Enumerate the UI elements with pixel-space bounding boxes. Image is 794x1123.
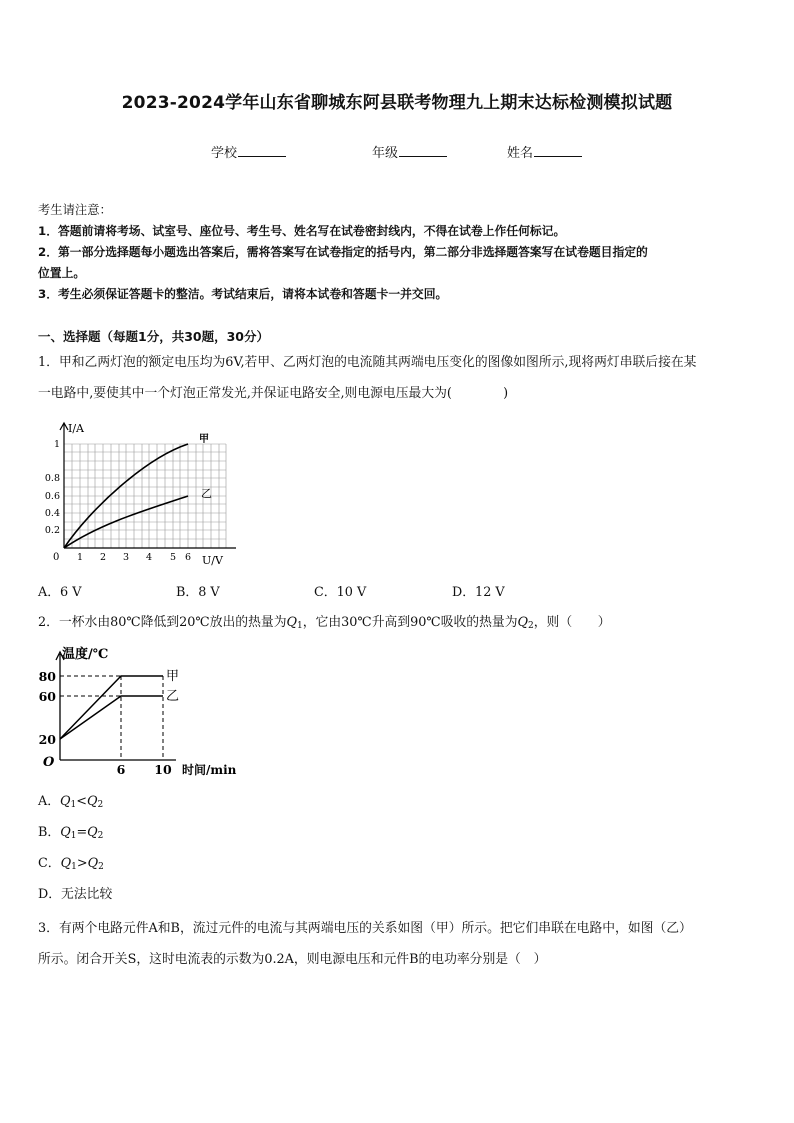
q2-y-axis-label: 温度/℃ — [62, 647, 109, 662]
notice-item-1: 1．答题前请将考场、试室号、座位号、考生号、姓名写在试卷密封线内，不得在试卷上作任何标记。 — [38, 224, 566, 238]
q2-subscript: 2 — [528, 621, 534, 631]
q1-origin-label: 0 — [53, 552, 60, 563]
q2-subscript: 2 — [98, 862, 104, 872]
q1-subscript: 1 — [71, 862, 77, 872]
page-title: 2023-2024学年山东省聊城东阿县联考物理九上期末达标检测模拟试题 — [121, 93, 673, 113]
q2-option-a — [38, 790, 103, 810]
q2-option-c-relation: > — [76, 856, 88, 871]
question-2 — [38, 607, 760, 642]
q1-x-tick: 6 — [184, 552, 192, 563]
name-label: 姓名 — [507, 146, 534, 161]
q1-y-tick: 0.8 — [44, 473, 60, 484]
question-2-text-c: ，则（ ） — [533, 615, 611, 630]
question-2-text-a: 2．一杯水由80℃降低到20℃放出的热量为 — [38, 615, 287, 630]
question-2-text-b: ，它由30℃升高到90℃吸收的热量为 — [302, 615, 518, 630]
q2-y-ticks — [39, 669, 57, 747]
grade-blank — [399, 144, 447, 157]
q1-subscript: 1 — [70, 831, 77, 841]
notice-heading: 考生请注意： — [38, 203, 112, 217]
q1-curve-yi-label: 乙 — [201, 487, 212, 500]
q1-x-tick: 2 — [99, 552, 107, 563]
q1-curve-jia-label: 甲 — [199, 434, 209, 445]
name-blank — [534, 144, 582, 157]
q1-option-a: A．6 V — [38, 585, 82, 600]
q1-option-c: C．10 V — [314, 585, 367, 600]
q2-option-d: D．无法比较 — [38, 887, 113, 902]
question-3-line-1: 3．有两个电路元件A和B，流过元件的电流与其两端电压的关系如图（甲）所示。把它们串联在电路中，如图（乙） — [38, 921, 692, 936]
q1-y-tick: 0.4 — [44, 508, 60, 519]
question-3 — [38, 913, 760, 975]
q1-x-tick: 4 — [145, 552, 153, 563]
q2-symbol: Q — [87, 825, 98, 840]
section-heading: 一、选择题（每题1分，共30题，30分） — [38, 329, 269, 344]
q2-origin-label: O — [43, 755, 55, 770]
q2-y-tick: 60 — [38, 689, 56, 704]
school-blank — [238, 144, 286, 157]
q1-subscript: 1 — [297, 621, 303, 631]
q1-y-tick: 0.6 — [44, 491, 60, 502]
q2-symbol: Q — [87, 794, 98, 809]
grade-field — [372, 142, 447, 161]
q2-option-c-letter: C． — [38, 856, 61, 871]
q2-curve-jia — [60, 676, 163, 739]
notice-block — [38, 200, 760, 305]
q2-option-a-letter: A． — [38, 794, 61, 809]
notice-item-3: 3．考生必须保证答题卡的整洁。考试结束后，请将本试卷和答题卡一并交回。 — [38, 287, 448, 301]
q1-x-tick: 3 — [122, 552, 130, 563]
q2-y-tick: 80 — [38, 669, 56, 684]
q1-y-tick: 1 — [53, 439, 60, 450]
q2-symbol: Q — [517, 615, 528, 630]
q1-symbol: Q — [60, 856, 72, 871]
q2-x-tick: 6 — [116, 762, 126, 777]
q2-subscript: 2 — [97, 831, 104, 841]
q1-x-ticks — [77, 552, 191, 563]
q2-option-c — [38, 852, 104, 872]
question-3-line-2: 所示。闭合开关S，这时电流表的示数为0.2A，则电源电压和元件B的电功率分别是（ ） — [38, 952, 547, 967]
q2-temperature-graph — [36, 642, 246, 780]
q1-y-axis-label: I/A — [68, 422, 84, 435]
q2-axes — [56, 652, 176, 760]
q2-curve-yi — [60, 696, 163, 739]
school-field — [211, 142, 286, 161]
q2-option-b-relation: = — [76, 825, 88, 840]
q1-symbol: Q — [60, 794, 71, 809]
q1-y-ticks — [45, 439, 60, 536]
q1-option-b: B．8 V — [176, 585, 220, 600]
question-1-line-2: 一电路中,要使其中一个灯泡正常发光,并保证电路安全,则电源电压最大为( ) — [38, 386, 509, 401]
q1-x-tick: 1 — [76, 552, 84, 563]
q2-dashed-guides — [60, 676, 163, 760]
q1-symbol: Q — [60, 825, 71, 840]
q2-curve-jia-label: 甲 — [166, 669, 180, 684]
q1-symbol: Q — [286, 615, 297, 630]
school-label: 学校 — [211, 146, 238, 161]
q2-option-a-relation: < — [76, 794, 88, 809]
q2-x-tick: 10 — [154, 762, 172, 777]
q2-subscript: 2 — [97, 800, 104, 810]
q1-option-d: D．12 V — [452, 585, 505, 600]
q2-option-b-letter: B． — [38, 825, 61, 840]
q1-subscript: 1 — [70, 800, 77, 810]
q1-iv-graph — [36, 418, 236, 570]
notice-item-2: 2．第一部分选择题每小题选出答案后，需将答案写在试卷指定的括号内，第二部分非选择题答案写在试卷题目指定的 — [38, 245, 648, 259]
q2-option-b — [38, 821, 103, 841]
q1-y-tick: 0.2 — [44, 525, 60, 536]
q2-y-tick: 20 — [38, 732, 56, 747]
q1-x-axis-label: U/V — [202, 554, 223, 567]
q2-x-axis-label: 时间/min — [182, 763, 237, 777]
name-field — [507, 142, 582, 161]
q2-symbol: Q — [87, 856, 99, 871]
notice-item-2-cont: 位置上。 — [38, 266, 86, 280]
q2-x-ticks — [117, 762, 172, 777]
q2-curve-yi-label: 乙 — [166, 689, 180, 704]
q1-axes — [60, 423, 236, 548]
question-1-line-1: 1．甲和乙两灯泡的额定电压均为6V,若甲、乙两灯泡的电流随其两端电压变化的图像如图所示,现将两灯串联后接在某 — [38, 355, 697, 370]
question-1 — [38, 347, 760, 409]
grade-label: 年级 — [372, 146, 399, 161]
q1-x-tick: 5 — [169, 552, 177, 563]
